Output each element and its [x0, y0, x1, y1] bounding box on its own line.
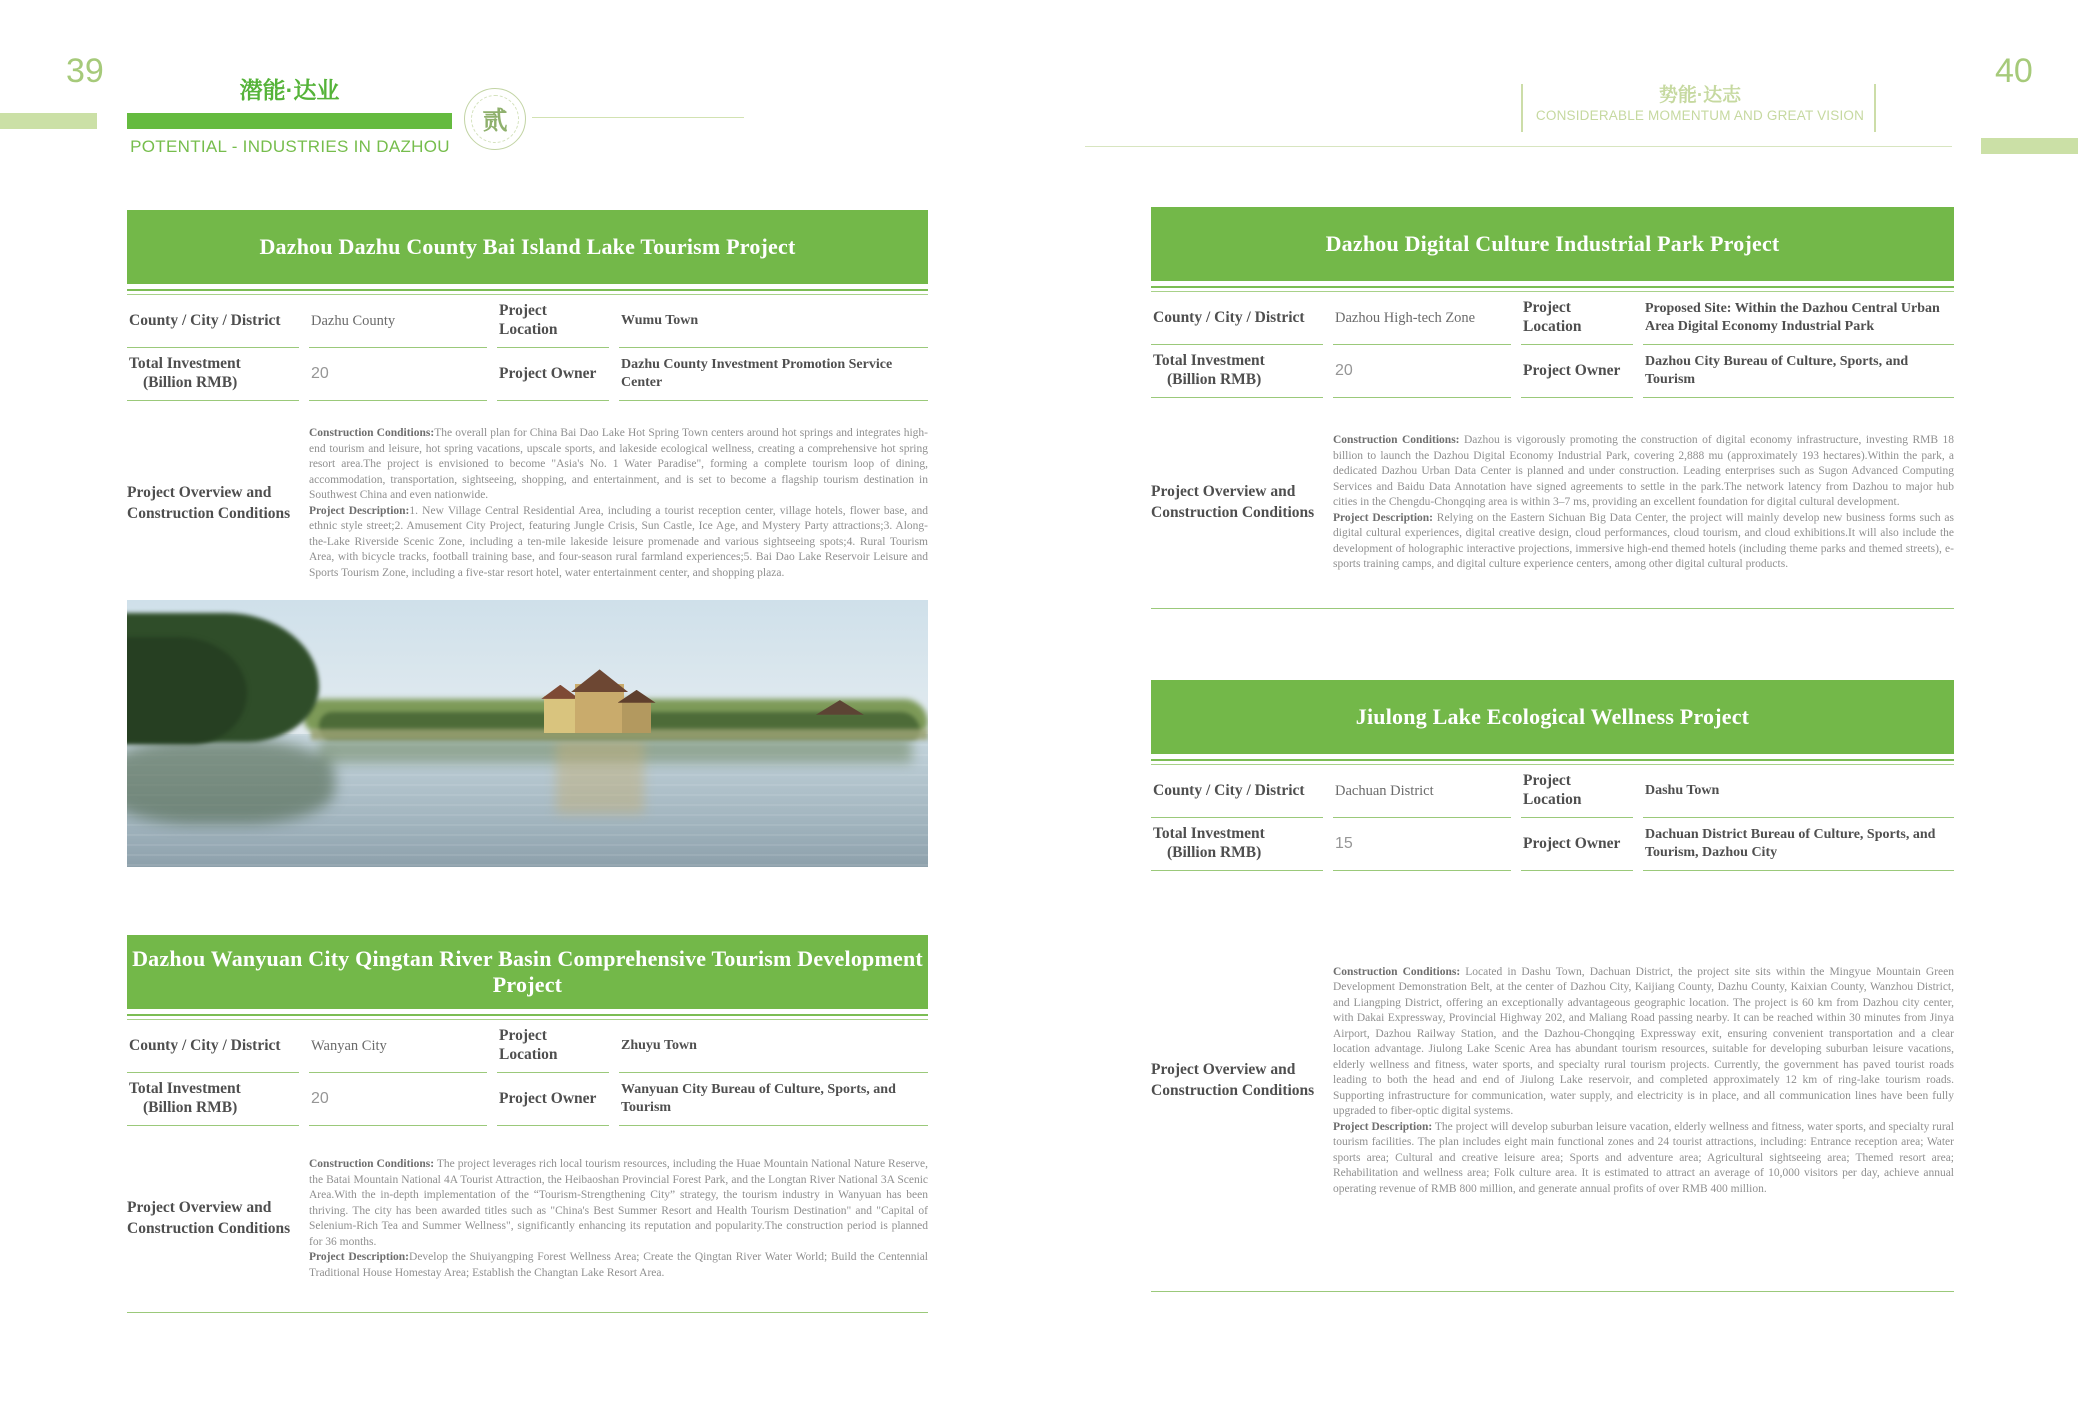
- location-value: Zhuyu Town: [619, 1020, 928, 1073]
- project-title-bar: [127, 210, 928, 284]
- page-number-left: 39: [66, 52, 104, 90]
- seal-character: 贰: [471, 95, 519, 143]
- investment-label: [1151, 345, 1323, 398]
- building-wing-left: [544, 696, 578, 733]
- construction-conditions-text: Dazhou is vigorously promoting the construction of digital economy infrastructure, investing RMB 18 billion to launch the Dazhou Digital Economy Industrial Park, covering 2,888 mu (approximately 193 hectares).Within the park, a dedicated Dazhou Urban Data Center is planned and under construction. Leading enterprises such as Sugon Advanced Computing Services and Baidu Data Annotation have signed agreements to settle in the park.The network latency from Dazhou to major hub cities in the Chengdu-Chongqing area is within 3–7 ms, providing an excellent foundation for digital cultural development.: [1333, 434, 1954, 509]
- table-row: [1151, 765, 1954, 818]
- location-label: Project Location: [497, 295, 609, 348]
- project-description-text: Develop the Shuiyangping Forest Wellness Area; Create the Qingtan River Water World; Build the Centennial Traditional House Homestay Area; Establish the Changtan Lake Resort Area.: [309, 1251, 928, 1279]
- county-label: County / City / District: [1151, 765, 1323, 818]
- card-bottom-rule: [1151, 1291, 1954, 1292]
- owner-value: Wanyuan City Bureau of Culture, Sports, and Tourism: [619, 1073, 928, 1126]
- table-row: [1151, 818, 1954, 871]
- location-label: Project Location: [1521, 765, 1633, 818]
- overview-text: [1323, 965, 1954, 1198]
- project-card-digital-park: [1151, 207, 1954, 609]
- project-description-lead: Project Description:: [1333, 511, 1434, 524]
- investment-label-line1: Total Investment: [129, 1080, 241, 1098]
- investment-label-line2: (Billion RMB): [1167, 844, 1262, 861]
- construction-conditions-text: The project leverages rich local tourism resources, including the Huae Mountain National Nature Reserve, the Batai Mountain National 4A Tourist Attraction, the Heibaoshan Provincial Forest Park, and the Longtan River National 3A Scenic Area.With the in-depth implementation of the “Tourism-Strengthening City” strategy, the tourism industry in Wanyuan has been thriving. The city has been awarded titles such as "China's Best Summer Resort and Health Tourism Destination" and "Capital of Selenium-Rich Tea and Summer Wellness", significantly enhancing its reputation and popularity.The construction period is planned for 36 months.: [309, 1158, 928, 1248]
- county-label: County / City / District: [1151, 292, 1323, 345]
- page-number-right: 40: [1995, 52, 2033, 90]
- location-label: Project Location: [1521, 292, 1633, 345]
- location-value: Proposed Site: Within the Dazhou Central Urban Area Digital Economy Industrial Park: [1643, 292, 1954, 345]
- construction-conditions-lead: Construction Conditions:: [309, 1158, 435, 1170]
- investment-label-line2: (Billion RMB): [143, 374, 238, 391]
- location-value: Dashu Town: [1643, 765, 1954, 818]
- card-bottom-rule: [1151, 608, 1954, 609]
- project-card-jiulong: [1151, 680, 1954, 1292]
- investment-label: [1151, 818, 1323, 871]
- building-roof-main: [570, 669, 628, 692]
- investment-value: 20: [309, 1073, 487, 1126]
- project-description-paragraph: [1333, 511, 1954, 573]
- table-row: [127, 295, 928, 348]
- photo-trees-reflection: [127, 739, 335, 824]
- construction-conditions-paragraph: [1333, 965, 1954, 1120]
- project-title: Dazhou Digital Culture Industrial Park Project: [1325, 231, 1780, 256]
- investment-value: 20: [1333, 345, 1511, 398]
- county-value: Wanyan City: [309, 1020, 487, 1073]
- owner-value: Dachuan District Bureau of Culture, Sports, and Tourism, Dazhou City: [1643, 818, 1954, 871]
- investment-label: [127, 1073, 299, 1126]
- project-description-paragraph: [309, 1250, 928, 1281]
- right-margin-bar: [1981, 138, 2078, 154]
- construction-conditions-lead: Construction Conditions:: [1333, 434, 1460, 447]
- construction-conditions-paragraph: [309, 1157, 928, 1250]
- investment-label-line1: Total Investment: [1153, 352, 1265, 370]
- overview-label: Project Overview and Construction Conditions: [127, 1199, 291, 1237]
- investment-label-line2: (Billion RMB): [143, 1099, 238, 1116]
- overview-label: Project Overview and Construction Conditions: [1151, 483, 1315, 521]
- investment-label-line2: (Billion RMB): [1167, 371, 1262, 388]
- construction-conditions-lead: Construction Conditions:: [309, 427, 435, 439]
- owner-label: Project Owner: [1521, 345, 1633, 398]
- location-value: Wumu Town: [619, 295, 928, 348]
- overview-text: [1323, 433, 1954, 573]
- overview-label: Project Overview and Construction Conditions: [127, 483, 291, 522]
- county-label: County / City / District: [127, 1020, 299, 1073]
- project-description-lead: Project Description:: [309, 1251, 410, 1263]
- investment-label-line1: Total Investment: [129, 355, 241, 373]
- overview-label: Project Overview and Construction Conditions: [1151, 1061, 1315, 1099]
- left-page-column: [127, 0, 928, 1415]
- project-description-lead: Project Description:: [1333, 1120, 1433, 1133]
- project-title-bar: [1151, 207, 1954, 281]
- project-title-bar: [127, 935, 928, 1009]
- owner-label: Project Owner: [497, 348, 609, 401]
- table-row: [127, 1073, 928, 1126]
- construction-conditions-lead: Construction Conditions:: [1333, 965, 1461, 978]
- investment-label-line1: Total Investment: [1153, 825, 1265, 843]
- building-wing-right: [622, 700, 651, 733]
- table-row: [1151, 345, 1954, 398]
- investment-label: [127, 348, 299, 401]
- owner-value: Dazhu County Investment Promotion Service Center: [619, 348, 928, 401]
- construction-conditions-text: Located in Dashu Town, Dachuan District, the project site sits within the Mingyue Mountain Green Development Demonstration Belt, at the center of Dazhou City, Kaijiang County, Dazhu County, Kaixian County, Wanzhou District, and Liangping District, offering an exceptionally advantageous geographic location. The project is 60 km from Dazhou city center, with Dakai Expressway, Provincial Highway 202, and Maliang Road passing nearby. It can be reached within 30 minutes from Jinya Airport, Dazhou Railway Station, and the Dazhou-Chongqing Expressway exit, ensuring convenient transportation and a clear location advantage. Jiulong Lake Scenic Area has abundant tourism resources, suitable for developing suburban leisure vacations, elderly wellness and fitness, water sports, and specialty rural tourism projects. Currently, the government has paved tourist roads leading to both the head and end of Jiulong Lake reservoir, and completed approximately 12 km of ring-lake tourism roads. Supporting infrastructure for communication, water supply, and electricity is in place, and all communication lines have been fully upgraded to fiber-optic digital systems.: [1333, 965, 1954, 1118]
- photo-small-house: [816, 699, 864, 726]
- photo-resort-building: [544, 669, 656, 733]
- right-section-title-en: CONSIDERABLE MOMENTUM AND GREAT VISION: [1535, 108, 1865, 123]
- overview-row: [1151, 871, 1954, 1291]
- project-title: Dazhou Dazhu County Bai Island Lake Tourism Project: [259, 234, 796, 259]
- overview-text: [299, 426, 928, 581]
- left-section-title-zh: 潜能·达业: [239, 77, 340, 103]
- left-section-title-en: POTENTIAL - INDUSTRIES IN DAZHOU: [130, 137, 450, 156]
- owner-value: Dazhou City Bureau of Culture, Sports, and Tourism: [1643, 345, 1954, 398]
- construction-conditions-paragraph: [1333, 433, 1954, 511]
- project-title: Dazhou Wanyuan City Qingtan River Basin Comprehensive Tourism Development Project: [132, 946, 923, 997]
- overview-row: [127, 1126, 928, 1312]
- overview-row: [127, 401, 928, 606]
- investment-value: 20: [309, 348, 487, 401]
- county-value: Dazhu County: [309, 295, 487, 348]
- right-section-title-zh: 势能·达志: [1658, 85, 1742, 106]
- construction-conditions-paragraph: [309, 426, 928, 504]
- table-row: [1151, 292, 1954, 345]
- project-title-bar: [1151, 680, 1954, 754]
- county-value: Dazhou High-tech Zone: [1333, 292, 1511, 345]
- project-title: Jiulong Lake Ecological Wellness Project: [1355, 704, 1750, 729]
- county-label: County / City / District: [127, 295, 299, 348]
- project-description-paragraph: [1333, 1120, 1954, 1198]
- right-page-column: [1151, 0, 1954, 1415]
- project-card-bai-island: [127, 210, 928, 607]
- lake-photo: [127, 600, 928, 867]
- project-description-paragraph: [309, 504, 928, 582]
- project-card-wanyuan: [127, 935, 928, 1313]
- investment-value: 15: [1333, 818, 1511, 871]
- left-margin-bar: [0, 113, 97, 129]
- owner-label: Project Owner: [1521, 818, 1633, 871]
- photo-building-reflection: [556, 739, 644, 814]
- small-house-roof: [816, 700, 864, 715]
- table-row: [127, 1020, 928, 1073]
- overview-text: [299, 1157, 928, 1281]
- county-value: Dachuan District: [1333, 765, 1511, 818]
- location-label: Project Location: [497, 1020, 609, 1073]
- project-description-text: Relying on the Eastern Sichuan Big Data Center, the project will mainly develop new business forms such as digital cultural experiences, digital creative design, cloud performances, cloud tourism, and cloud exhibitions.It will also include the development of holographic interactive projections, immersive high-end themed hotels (including theme parks and themed streets), e-sports training camps, and digital culture experience centers, among other digital cultural products.: [1333, 511, 1954, 571]
- table-row: [127, 348, 928, 401]
- project-description-text: The project will develop suburban leisure vacation, elderly wellness and fitness, water sports, and specialty rural tourism facilities. The plan includes eight main functional zones and 24 tourist attractions, including: Entrance reception area; Water sports area; Cultural and creative leisure area; Sports and adventure area; Agricultural sightseeing area; Themed resort area; Rehabilitation and wellness area; Folk culture area. It is estimated to attract an average of 10,000 visitors per day, achieve annual operating revenue of RMB 800 million, and generate annual profits of over RMB 400 million.: [1333, 1120, 1954, 1195]
- project-description-lead: Project Description:: [309, 504, 410, 517]
- overview-row: [1151, 398, 1954, 608]
- card-bottom-rule: [127, 1312, 928, 1313]
- project-description-text: 1. New Village Central Residential Area, including a tourist reception center, village hotels, flower base, and ethnic style street;2. Amusement City Project, featuring Jungle Crisis, Sun Castle, Ice Age, and Mystery Party attractions;3. Along-the-Lake Riverside Scenic Zone, including a ten-mile lakeside leisure promenade and various sightseeing spots;4. Rural Tourism Area, with bicycle tracks, football training base, and four-season rural farmland experiences;5. Bai Dao Lake Reservoir Leisure and Sports Tourism Zone, including a five-star resort hotel, water entertainment center, and shopping plaza.: [309, 504, 928, 579]
- construction-conditions-text: The overall plan for China Bai Dao Lake Hot Spring Town centers around hot springs and integrates high-end tourism and leisure, hot spring vacations, upscale sports, and lakeside ecological wellness, creating a comprehensive hot spring resort area.The project is envisioned to become "Asia's No. 1 Water Paradise", forming a complete tourism loop of dining, accommodation, transportation, sightseeing, shopping, and entertainment, and is set to become a flagship tourism destination in Southwest China and even nationwide.: [309, 427, 928, 501]
- owner-label: Project Owner: [497, 1073, 609, 1126]
